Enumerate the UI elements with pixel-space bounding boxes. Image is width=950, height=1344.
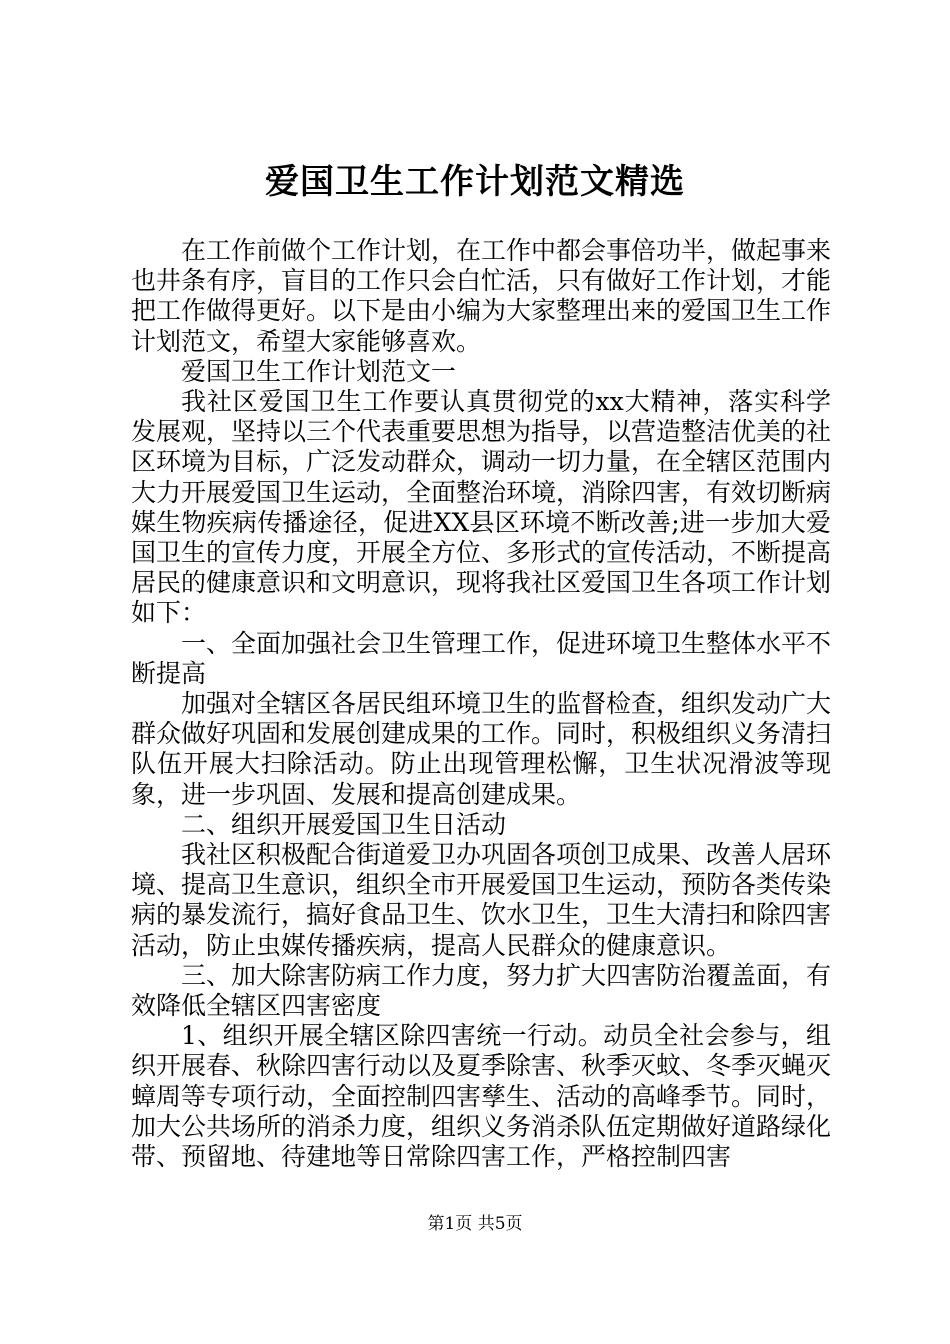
body-paragraph: 加强对全辖区各居民组环境卫生的监督检查，组织发动广大群众做好巩固和发展创建成果的工作。同时，积极组织义务清扫队伍开展大扫除活动。防止出现管理松懈，卫生状况滑波等现象，进一步巩固、发展和提高创建成果。 (131, 689, 832, 809)
document-title: 爱国卫生工作计划范文精选 (265, 162, 685, 202)
page-number-footer: 第1页 共5页 (427, 1214, 523, 1234)
document-body (131, 236, 831, 1172)
body-paragraph: 我社区爱国卫生工作要认真贯彻党的xx大精神，落实科学发展观，坚持以三个代表重要思想为指导，以营造整洁优美的社区环境为目标，广泛发动群众，调动一切力量，在全辖区范围内大力开展爱国卫生运动，全面整治环境，消除四害，有效切断病媒生物疾病传播途径，促进XX县区环境不断改善;进一步加大爱国卫生的宣传力度，开展全方位、多形式的宣传活动，不断提高居民的健康意识和文明意识，现将我社区爱国卫生各项工作计划如下： (131, 387, 832, 628)
intro-paragraph: 在工作前做个工作计划，在工作中都会事倍功半，做起事来也井条有序，盲目的工作只会白忙活，只有做好工作计划，才能把工作做得更好。以下是由小编为大家整理出来的爱国卫生工作计划范文，希望大家能够喜欢。 (131, 236, 832, 356)
section-heading-one: 一、全面加强社会卫生管理工作，促进环境卫生整体水平不断提高 (131, 628, 832, 688)
section-heading-three: 三、加大除害防病工作力度，努力扩大四害防治覆盖面，有效降低全辖区四害密度 (131, 960, 832, 1021)
section-heading-two: 二、组织开展爱国卫生日活动 (181, 809, 507, 839)
body-paragraph: 1、组织开展全辖区除四害统一行动。动员全社会参与，组织开展春、秋除四害行动以及夏季除害、秋季灭蚊、冬季灭蝇灭蟑周等专项行动，全面控制四害孳生、活动的高峰季节。同时，加大公共场所的消杀力度，组织义务消杀队伍定期做好道路绿化带、预留地、待建地等日常除四害工作，严格控制四害 (131, 1021, 832, 1172)
section-heading-sample-one: 爱国卫生工作计划范文一 (181, 356, 457, 386)
body-paragraph: 我社区积极配合街道爱卫办巩固各项创卫成果、改善人居环境、提高卫生意识，组织全市开展爱国卫生运动，预防各类传染病的暴发流行，搞好食品卫生、饮水卫生，卫生大清扫和除四害活动，防止虫媒传播疾病，提高人民群众的健康意识。 (131, 840, 832, 960)
